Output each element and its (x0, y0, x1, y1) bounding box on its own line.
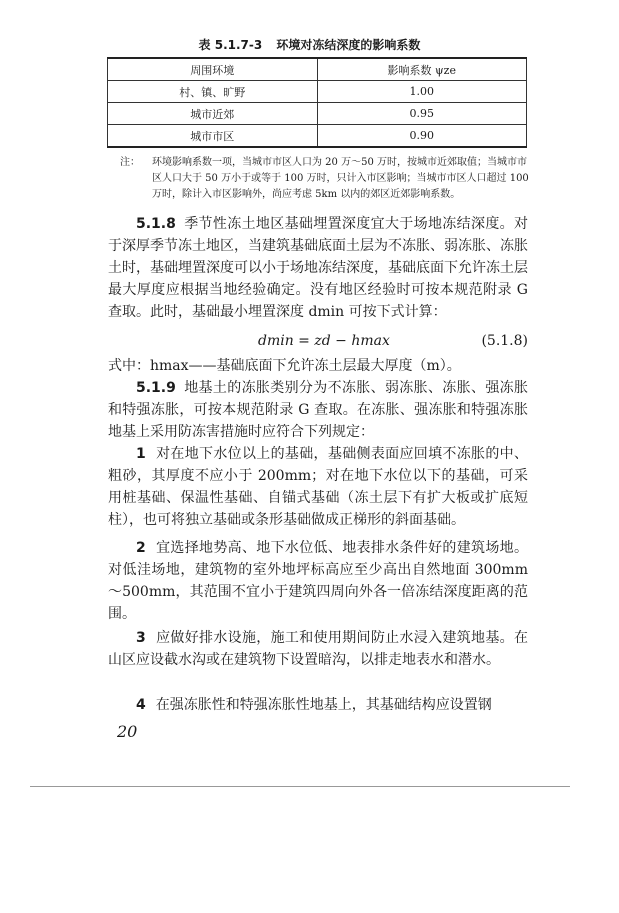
table-row (108, 103, 527, 125)
list-item (108, 537, 528, 625)
list-item-number: 1 (136, 446, 146, 462)
table-row (108, 81, 527, 103)
formula-expression: dmin = zd − hmax (258, 333, 390, 349)
table-cell: 0.95 (317, 103, 527, 125)
environment-factor-table (107, 57, 527, 148)
list-item-text: 对在地下水位以上的基础，基础侧表面应回填不冻胀的中、粗砂，其厚度不应小于 200mm；对在地下水位以下的基础，可采用桩基础、保温性基础、自锚式基础（冻土层下有扩大板或扩底短柱），也可将独立基础或条形基础做成正梯形的斜面基础。 (108, 446, 528, 528)
list-item-number: 4 (136, 697, 146, 713)
table-header-row (108, 58, 527, 81)
table-note-text: 环境影响系数一项，当城市市区人口为 20 万～50 万时，按城市近郊取值；当城市市区人口大于 50 万小于或等于 100 万时，只计入市区影响；当城市市区人口超过 100 万时，除计入市区影响外，尚应考虑 5km 以内的郊区近郊影响系数。 (152, 157, 529, 200)
table-cell: 0.90 (317, 125, 527, 148)
section-5-1-8 (108, 213, 528, 323)
list-item (108, 443, 528, 531)
section-text: 地基土的冻胀类别分为不冻胀、弱冻胀、冻胀、强冻胀和特强冻胀，可按本规范附录 G 查取。在冻胀、强冻胀和特强冻胀地基上采用防冻害措施时应符合下列规定： (108, 380, 528, 440)
formula-variable-note: 式中：hmax——基础底面下允许冻土层最大厚度（m）。 (108, 358, 461, 374)
table-header-cell: 周围环境 (108, 58, 318, 81)
list-item (108, 694, 528, 716)
list-item-text: 应做好排水设施，施工和使用期间防止水浸入建筑地基。在山区应设截水沟或在建筑物下设置暗沟，以排走地表水和潜水。 (108, 630, 528, 668)
table-caption (0, 36, 619, 53)
list-item-text: 在强冻胀性和特强冻胀性地基上，其基础结构应设置钢 (155, 697, 492, 713)
section-number: 5.1.8 (136, 216, 176, 232)
formula-equation-number: (5.1.8) (481, 333, 528, 349)
table-cell: 村、镇、旷野 (108, 81, 318, 103)
section-5-1-9 (108, 377, 528, 443)
list-item (108, 627, 528, 671)
list-item-number: 3 (136, 630, 146, 646)
list-item-text: 宜选择地势高、地下水位低、地表排水条件好的建筑场地。对低洼场地，建筑物的室外地坪标高应至少高出自然地面 300mm～500mm，其范围不宜小于建筑四周向外各一倍冻结深度距离的范围。 (108, 540, 528, 622)
page-bottom-rule (30, 786, 570, 787)
table-note (120, 155, 530, 203)
table-header-cell: 影响系数 ψze (317, 58, 527, 81)
page-number: 20 (117, 722, 138, 741)
table-caption-number: 表 5.1.7-3 (198, 38, 263, 52)
list-item-number: 2 (136, 540, 146, 556)
section-number: 5.1.9 (136, 380, 176, 396)
table-cell: 城市市区 (108, 125, 318, 148)
table-row (108, 125, 527, 148)
section-text: 季节性冻土地区基础埋置深度宜大于场地冻结深度。对于深厚季节冻土地区，当建筑基础底面土层为不冻胀、弱冻胀、冻胀土时，基础埋置深度可以小于场地冻结深度，基础底面下允许冻土层最大厚度应根据当地经验确定。没有地区经验时可按本规范附录 G 查取。此时，基础最小埋置深度 dmin 可按下式计算： (108, 216, 528, 320)
table-cell: 城市近郊 (108, 103, 318, 125)
formula-5-1-8 (108, 333, 528, 355)
table-note-label: 注： (120, 157, 140, 168)
table-cell: 1.00 (317, 81, 527, 103)
table-caption-title: 环境对冻结深度的影响系数 (276, 38, 421, 52)
